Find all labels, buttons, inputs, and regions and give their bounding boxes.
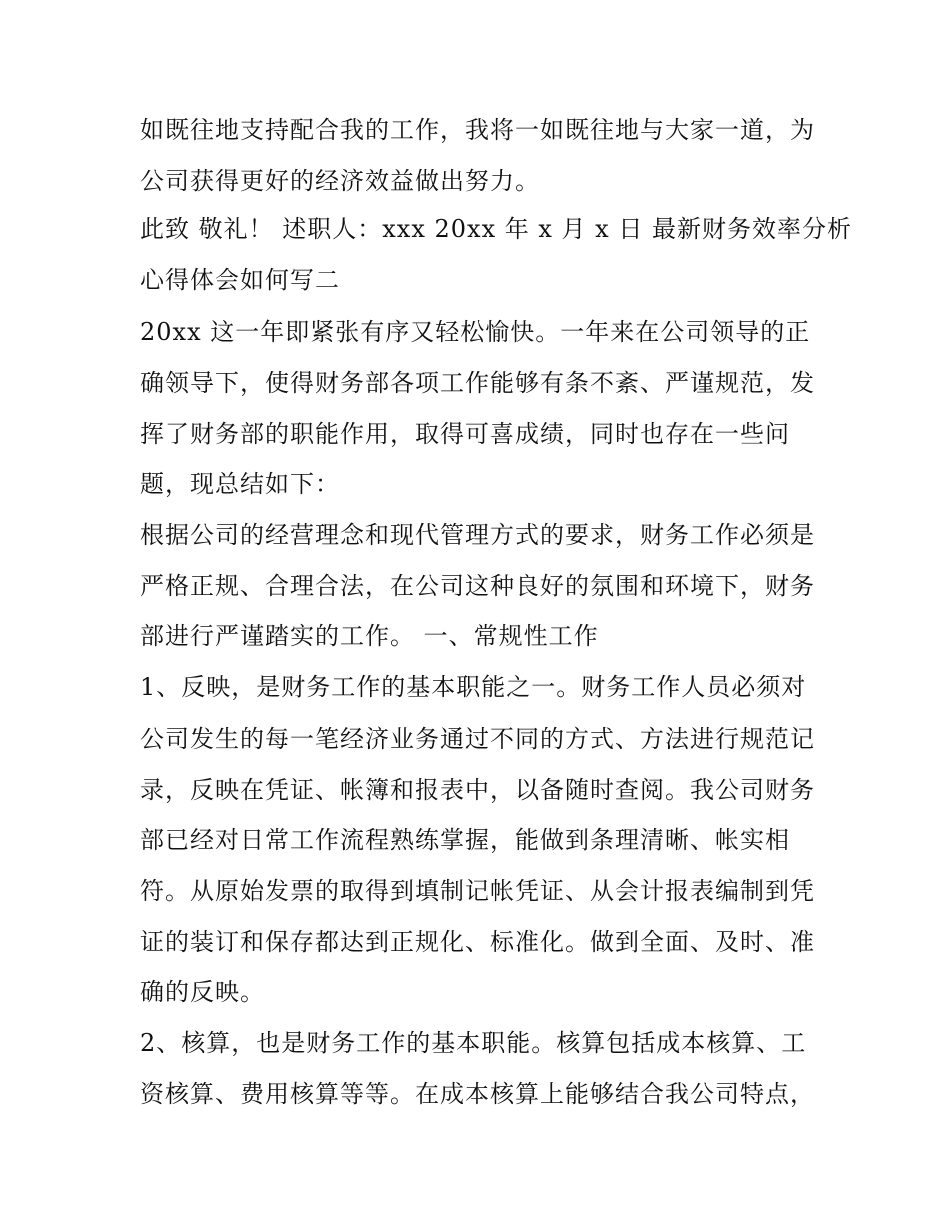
paragraph-line: 公司发生的每一笔经济业务通过不同的方式、方法进行规范记 xyxy=(140,725,815,753)
paragraph-line: 公司获得更好的经济效益做出努力。 xyxy=(140,167,540,195)
paragraph-line: 根据公司的经营理念和现代管理方式的要求，财务工作必须是 xyxy=(140,521,815,549)
paragraph-line: 20xx 这一年即紧张有序又轻松愉快。一年来在公司领导的正 xyxy=(140,318,811,346)
paragraph-line: 证的装订和保存都达到正规化、标准化。做到全面、及时、准 xyxy=(140,928,815,956)
paragraph-line: 资核算、费用核算等等。在成本核算上能够结合我公司特点， xyxy=(140,1080,815,1108)
paragraph-line: 符。从原始发票的取得到填制记帐凭证、从会计报表编制到凭 xyxy=(140,877,815,905)
paragraph-line: 此致 敬礼！ 述职人：xxx 20xx 年 x 月 x 日 最新财务效率分析 xyxy=(140,215,852,243)
paragraph-line: 1、反映，是财务工作的基本职能之一。财务工作人员必须对 xyxy=(140,673,807,701)
paragraph-line: 题，现总结如下： xyxy=(140,470,340,498)
paragraph-line: 确的反映。 xyxy=(140,978,265,1006)
paragraph-line: 2、核算，也是财务工作的基本职能。核算包括成本核算、工 xyxy=(140,1029,807,1057)
paragraph-line: 部进行严谨踏实的工作。 一、常规性工作 xyxy=(140,622,599,650)
paragraph-line: 确领导下，使得财务部各项工作能够有条不紊、严谨规范，发 xyxy=(140,369,815,397)
paragraph-line: 部已经对日常工作流程熟练掌握，能做到条理清晰、帐实相 xyxy=(140,826,790,854)
paragraph-line: 心得体会如何写二 xyxy=(140,266,340,294)
paragraph-line: 挥了财务部的职能作用，取得可喜成绩，同时也存在一些问 xyxy=(140,420,790,448)
paragraph-line: 录，反映在凭证、帐簿和报表中，以备随时查阅。我公司财务 xyxy=(140,776,815,804)
paragraph-line: 严格正规、合理合法，在公司这种良好的氛围和环境下，财务 xyxy=(140,572,815,600)
paragraph-line: 如既往地支持配合我的工作，我将一如既往地与大家一道，为 xyxy=(140,116,815,144)
